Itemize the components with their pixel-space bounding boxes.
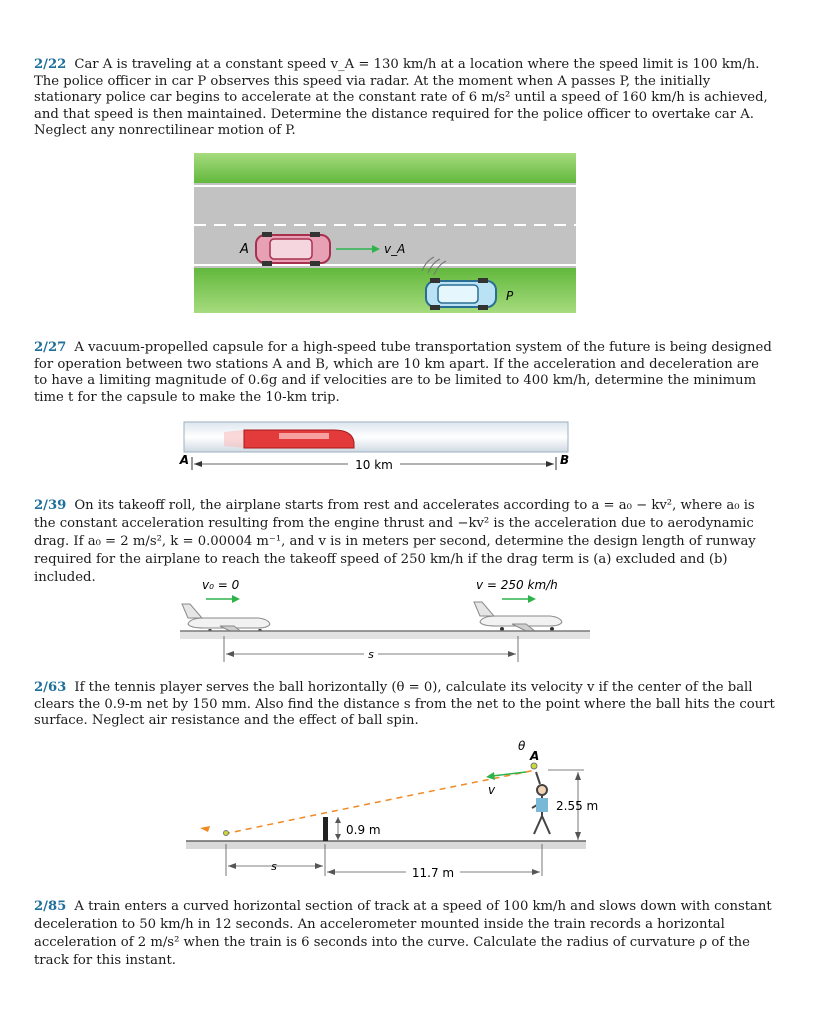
net-label: 0.9 m <box>346 823 381 837</box>
problem-text: A train enters a curved horizontal section of track at a speed of 100 km/h and slows down with constant deceleration to 50 km/h in 12 seconds. An accelerometer mounted inside the train records a horizontal acceleration of 2 m/s² when the train is 6 seconds into the curve. Calculate the radius of curvature ρ of the track for this instant. <box>34 899 772 968</box>
problem-number: 2/85 <box>34 899 67 914</box>
s-label: s <box>271 860 277 873</box>
theta-label: θ <box>518 739 526 753</box>
v-label: v = 250 km/h <box>476 578 558 592</box>
problem-2-63 <box>34 680 776 730</box>
runway <box>180 631 590 639</box>
height-label: 2.55 m <box>556 799 599 813</box>
v0-label: v₀ = 0 <box>202 578 240 592</box>
figure-tennis <box>186 736 606 884</box>
label-a: A <box>240 242 249 257</box>
airplane-takeoff <box>474 602 562 632</box>
problem-2-27 <box>34 340 776 406</box>
problem-text: If the tennis player serves the ball horizontally (θ = 0), calculate its velocity v if the center of the ball clears the 0.9-m net by 150 mm. Also find the distance s from the net to the point where the ball hits the court surface. Neglect air resistance and the effect of ball spin. <box>34 680 775 729</box>
label-va: v_A <box>384 242 406 256</box>
airplane-start <box>182 604 270 634</box>
grass-bottom <box>194 268 576 313</box>
car-p <box>426 278 496 310</box>
problem-text: On its takeoff roll, the airplane starts from rest and accelerates according to a = a₀ − kv², where a₀ is the constant acceleration resulting from the engine thrust and −kv² is the acceleration due to aerodynamic drag. If a₀ = 2 m/s², k = 0.00004 m⁻¹, and v is in meters per second, determine the design length of runway required for the airplane to reach the takeoff speed of 250 km/h if the drag term is (a) excluded and (b) included. <box>34 498 756 585</box>
distance-label: 11.7 m <box>411 866 455 880</box>
label-v: v <box>488 783 496 797</box>
problem-number: 2/22 <box>34 57 67 72</box>
problem-2-22 <box>34 57 776 140</box>
figure-airplane <box>176 574 596 666</box>
net <box>323 817 328 841</box>
problem-number: 2/39 <box>34 498 67 513</box>
label-b: B <box>560 453 570 467</box>
problem-text: Car A is traveling at a constant speed v_A = 130 km/h at a location where the speed limit is 100 km/h. The police officer in car P observes this speed via radar. At the moment when A passes P, the initially stationary police car begins to accelerate at the constant rate of 6 m/s² until a speed of 160 km/h is achieved, and that speed is then maintained. Determine the distance required for the police officer to overtake car A. Neglect any nonrectilinear motion of P. <box>34 57 768 139</box>
car-a <box>256 232 330 266</box>
s-label: s <box>368 648 374 661</box>
problem-2-85 <box>34 898 776 970</box>
label-a: A <box>179 453 189 467</box>
figure-vacuum-tube <box>179 412 570 476</box>
figure-police-car <box>194 153 576 313</box>
label-p: P <box>506 289 514 303</box>
problem-text: A vacuum-propelled capsule for a high-speed tube transportation system of the future is being designed for operation between two stations A and B, which are 10 km apart. If the acceleration and deceleration are to have a limiting magnitude of 0.6g and if velocities are to be limited to 400 km/h, determine the minimum time t for the capsule to make the 10-km trip. <box>34 340 772 405</box>
problem-number: 2/63 <box>34 680 67 695</box>
label-a: A <box>530 749 540 763</box>
problem-number: 2/27 <box>34 340 67 355</box>
court-surface <box>186 841 586 849</box>
tennis-player <box>531 763 550 834</box>
grass-top <box>194 153 576 183</box>
distance-label: 10 km <box>355 458 393 472</box>
